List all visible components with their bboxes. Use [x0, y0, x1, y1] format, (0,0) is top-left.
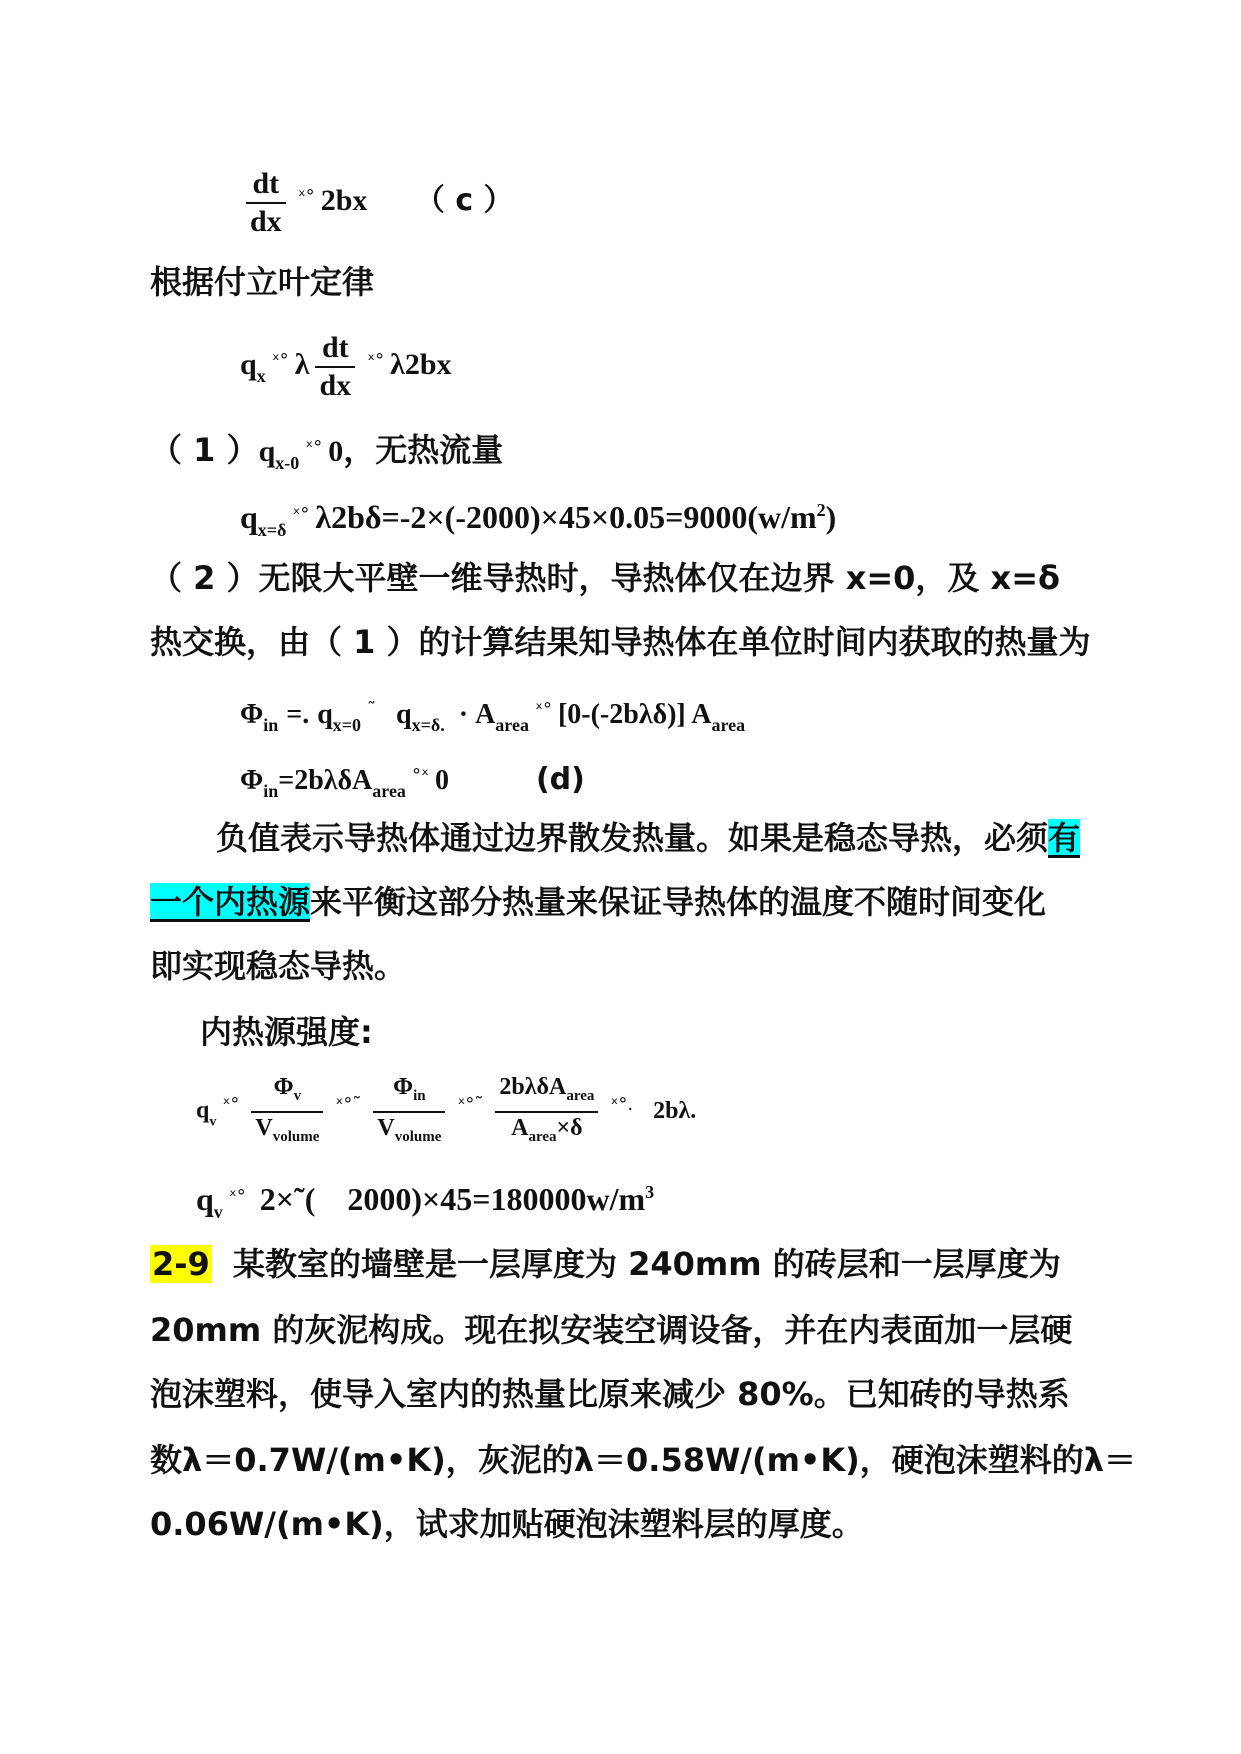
equation-tag: (d): [535, 762, 585, 797]
equation-qv-value: $q_v^{ˣ^\circ}$ 2×˜( $2000)\times 45=180000w/m^3$: [196, 1181, 655, 1222]
equation-qv: $q_v^{ˣ^\circ}$ $\frac{\Phi_v}{V_{volume}}$ $^{ˣ^\circ˜}$ $\frac{\Phi_{in}}{V_{volume}}$ $^{ˣ^\circ˜}$ $\frac{2b\lambda\delta A_{area}}{A_{area}\times\delta}$ $^{ˣ^\circ.}$ 2bλ.: [196, 1072, 696, 1152]
paragraph-line-1: 负值表示导热体通过边界散发热量。如果是稳态导热，必须有: [216, 819, 1081, 857]
equation-d: $\Phi_{in}=2b\lambda\delta A_{area}^{^\circ ˣ}$ 0 (d): [240, 762, 585, 801]
paragraph-line-3: 即实现稳态导热。: [150, 947, 407, 985]
equation-delta: $q_{x=\delta}^{ˣ^\circ}$ $\lambda 2b\delta=-2\times(-2000)\times 45\times 0.05=9000(w/m^2)$: [240, 499, 837, 540]
fraction-area: $\frac{2b\lambda\delta A_{area}}{A_{area}\times\delta}$: [495, 1072, 598, 1152]
highlight-text: 一个内热源: [150, 883, 311, 921]
paragraph-line-2: 一个内热源来平衡这部分热量来保证导热体的温度不随时间变化: [150, 883, 1047, 921]
item-2-line-1: （ 2 ）无限大平壁一维导热时，导热体仅在边界 x=0，及 x=δ: [150, 559, 1060, 597]
fraction-phi-v: $\frac{\Phi_v}{V_{volume}}$: [251, 1072, 323, 1152]
problem-line-4: 数λ＝0.7W/(m•K)，灰泥的λ＝0.58W/(m•K)，硬泡沫塑料的λ＝: [150, 1441, 1137, 1479]
problem-line-5: 0.06W/(m•K)，试求加贴硬泡沫塑料层的厚度。: [150, 1505, 864, 1543]
derivative-fraction: $\frac{dt}{dx}$: [246, 166, 286, 240]
fourier-heading: 根据付立叶定律: [150, 263, 375, 301]
equation-c: $\frac{dt}{dx}$ $^{ˣ^\circ}$ 2bx （ c ）: [240, 166, 514, 240]
fraction-phi-in: $\frac{\Phi_{in}}{V_{volume}}$: [373, 1072, 445, 1152]
item-2-line-2: 热交换，由（ 1 ）的计算结果知导热体在单位时间内获取的热量为: [150, 623, 1091, 661]
problem-line-1: 2-9 某教室的墙壁是一层厚度为 240mm 的砖层和一层厚度为: [152, 1245, 1061, 1283]
problem-line-2: 20mm 的灰泥构成。现在拟安装空调设备，并在内表面加一层硬: [150, 1311, 1073, 1349]
problem-line-3: 泡沫塑料，使导入室内的热量比原来减少 80%。已知砖的导热系: [150, 1375, 1070, 1413]
equation-tag: （ c ）: [414, 182, 514, 218]
item-1: （ 1 ）$q_{x-0}^{ˣ^\circ}$ 0，无热流量: [150, 431, 504, 473]
highlight-text: 有: [1048, 819, 1081, 857]
equation-phi-in: $\Phi_{in}$ =. $q_{x=0}^˜$ $q_{x=\delta.} \cdot A_{area}^{ˣ^\circ}$ [0-(-2bλδ)] $A_{area}$: [240, 699, 746, 735]
equation-fourier: $q_x^{ˣ^\circ}$ λ $\frac{dt}{dx}$ $^{ˣ^\circ}$ λ2bx: [240, 331, 452, 402]
derivative-fraction: $\frac{dt}{dx}$: [315, 330, 355, 404]
problem-number: 2-9: [152, 1245, 210, 1283]
heat-source-heading: 内热源强度:: [200, 1013, 373, 1051]
